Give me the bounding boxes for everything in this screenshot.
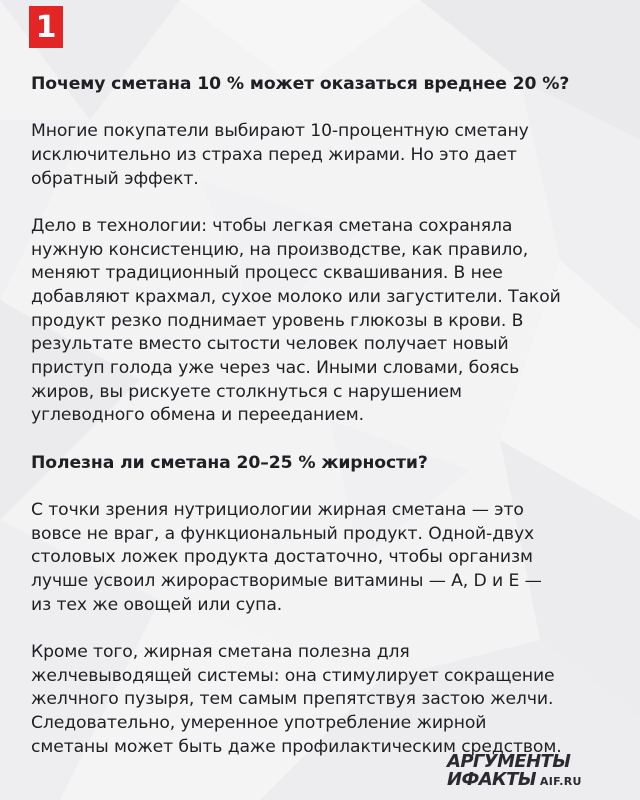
logo-word: ИФАКТЫ — [447, 769, 536, 790]
logo-line-2 — [447, 769, 582, 790]
paragraph: Многие покупатели выбирают 10-процентную сметану исключительно из страха перед жирами. Но это дает обратный эффект. — [31, 121, 529, 189]
page-number-badge — [29, 6, 63, 48]
article-body — [31, 73, 621, 759]
logo-line-1: АРГУМЕНТЫ — [447, 751, 571, 772]
paragraph: Кроме того, жирная сметана полезна для желчевыводящей системы: она стимулирует сокращение желчного пузыря, тем самым препятствуя застою желчи. Следовательно, умеренное употребление жирной сметаны может быть даже профилактическим средством. — [31, 641, 562, 757]
paragraph: С точки зрения нутрициологии жирная сметана — это вовсе не враг, а функциональный продукт. Одной-двух столовых ложек продукта достаточно, чтобы организм лучше усвоил жирорастворимые витамины — А, D и Е — из тех же овощей или супа. — [31, 499, 542, 615]
section-heading: Полезна ли сметана 20–25 % жирности? — [31, 452, 428, 473]
section-heading: Почему сметана 10 % может оказаться вреднее 20 %? — [31, 74, 570, 94]
paragraph: Дело в технологии: чтобы легкая сметана сохраняла нужную консистенцию, на производстве, как правило, меняют традиционный процесс сквашивания. В нее добавляют крахмал, сухое молоко или загустители. Такой продукт резко поднимает уровень глюкозы в крови. В результате вместо сытости человек получает новый приступ голода уже через час. Иными словами, боясь жиров, вы рискуете столкнуться с нарушением углеводного обмена и перееданием. — [31, 215, 561, 426]
logo-site: AIF.RU — [539, 775, 582, 788]
aif-logo — [447, 751, 607, 791]
page-number: 1 — [35, 9, 57, 45]
